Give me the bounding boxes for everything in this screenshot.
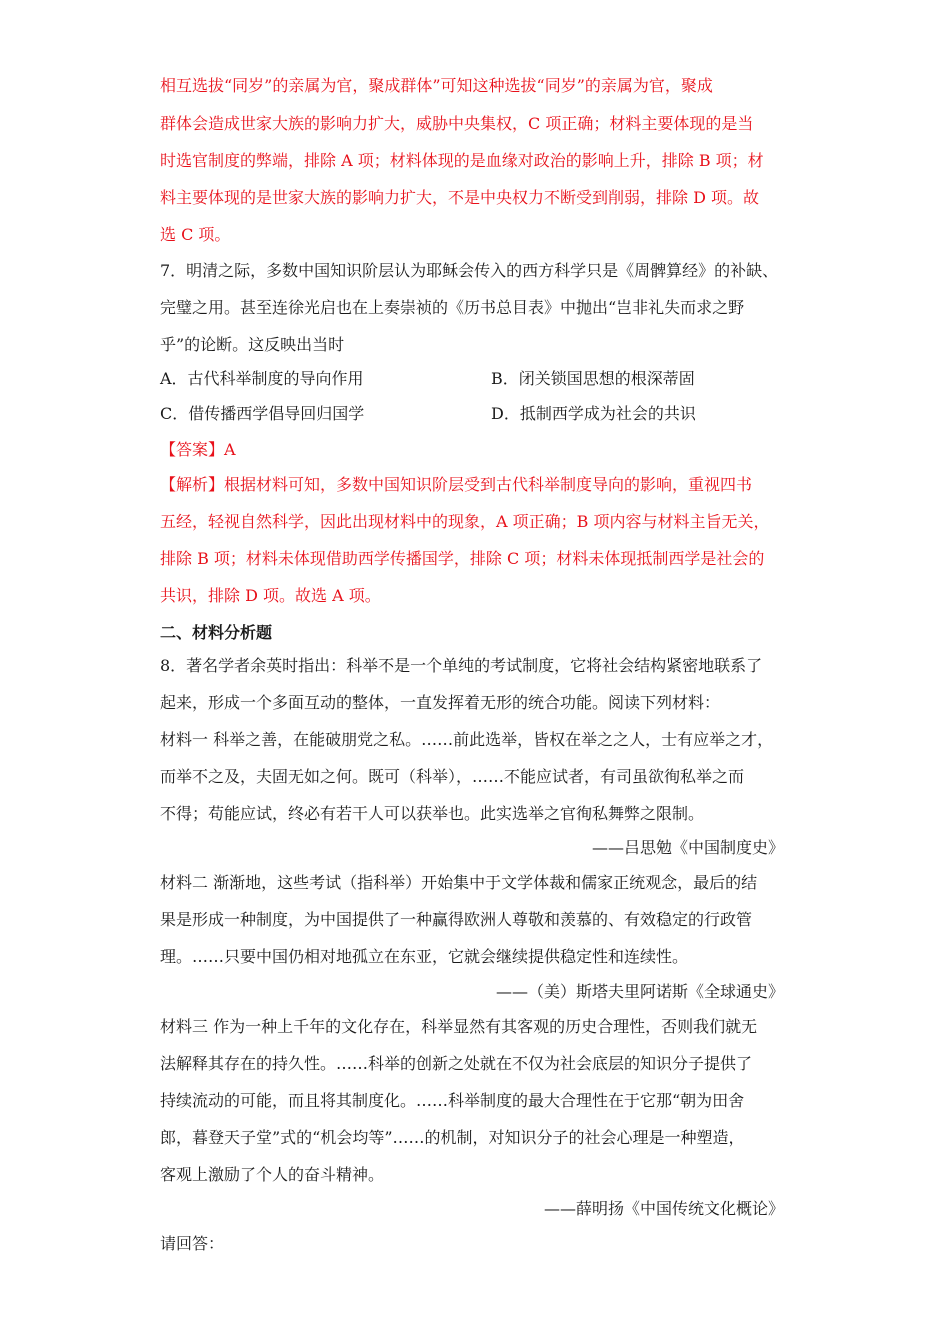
q8-intro-line-1: 8．著名学者余英时指出：科举不是一个单纯的考试制度，它将社会结构紧密地联系了 <box>160 656 763 675</box>
prev-analysis-line-4: 料主要体现的是世家大族的影响力扩大，不是中央权力不断受到削弱，排除 D 项。故 <box>160 188 760 207</box>
material3-line-1: 材料三 作为一种上千年的文化存在，科举显然有其客观的历史合理性，否则我们就无 <box>160 1017 758 1036</box>
material2-source: ——（美）斯塔夫里阿诺斯《全球通史》 <box>495 982 784 1001</box>
material3-line-3: 持续流动的可能，而且将其制度化。……科举制度的最大合理性在于它那“朝为田舍 <box>160 1091 745 1110</box>
material3-line-5: 客观上激励了个人的奋斗精神。 <box>160 1165 385 1184</box>
q7-option-a: A．古代科举制度的导向作用 <box>160 369 364 388</box>
material3-source: ——薛明扬《中国传统文化概论》 <box>543 1199 784 1218</box>
prev-analysis-line-3: 时选官制度的弊端，排除 A 项；材料体现的是血缘对政治的影响上升，排除 B 项；材 <box>160 151 764 170</box>
q7-option-b: B．闭关锁国思想的根深蒂固 <box>491 369 695 388</box>
q7-analysis-line-4: 共识，排除 D 项。故选 A 项。 <box>160 586 381 605</box>
q7-option-d: D．抵制西学成为社会的共识 <box>491 404 696 423</box>
prev-analysis-line-5: 选 C 项。 <box>160 225 231 244</box>
q7-answer: 【答案】A <box>160 440 236 459</box>
section-title: 二、材料分析题 <box>160 623 273 642</box>
material1-line-1: 材料一 科举之善，在能破朋党之私。……前此选举，皆权在举之之人，士有应举之才， <box>160 730 774 749</box>
q7-analysis-line-2: 五经，轻视自然科学，因此出现材料中的现象，A 项正确；B 项内容与材料主旨无关， <box>160 512 770 531</box>
material3-line-4: 郎，暮登天子堂”式的“机会均等”……的机制，对知识分子的社会心理是一种塑造， <box>160 1128 745 1147</box>
q8-intro-line-2: 起来，形成一个多面互动的整体，一直发挥着无形的统合功能。阅读下列材料： <box>160 693 721 712</box>
material2-line-3: 理。……只要中国仍相对地孤立在东亚，它就会继续提供稳定性和连续性。 <box>160 947 689 966</box>
material2-line-2: 果是形成一种制度，为中国提供了一种赢得欧洲人尊敬和羡慕的、有效稳定的行政管 <box>160 910 753 929</box>
material2-line-1: 材料二 渐渐地，这些考试（指科举）开始集中于文学体裁和儒家正统观念，最后的结 <box>160 873 758 892</box>
q7-stem-line-2: 完璧之用。甚至连徐光启也在上奏崇祯的《历书总目表》中抛出“岂非礼失而求之野 <box>160 298 745 317</box>
q8-prompt: 请回答： <box>160 1234 225 1253</box>
material3-line-2: 法解释其存在的持久性。……科举的创新之处就在不仅为社会底层的知识分子提供了 <box>160 1054 753 1073</box>
prev-analysis-line-2: 群体会造成世家大族的影响力扩大，威胁中央集权，C 项正确；材料主要体现的是当 <box>160 114 754 133</box>
q7-option-c: C．借传播西学倡导回归国学 <box>160 404 365 423</box>
material1-source: ——吕思勉《中国制度史》 <box>591 838 784 857</box>
q7-analysis-line-3: 排除 B 项；材料未体现借助西学传播国学，排除 C 项；材料未体现抵制西学是社会的 <box>160 549 765 568</box>
q7-analysis-line-1: 【解析】根据材料可知，多数中国知识阶层受到古代科举制度导向的影响，重视四书 <box>160 475 753 494</box>
prev-analysis-line-1: 相互选拔“同岁”的亲属为官，聚成群体”可知这种选拔“同岁”的亲属为官，聚成 <box>160 76 713 95</box>
q7-stem-line-1: 7．明清之际，多数中国知识阶层认为耶稣会传入的西方科学只是《周髀算经》的补缺、 <box>160 261 779 280</box>
material1-line-3: 不得；苟能应试，终必有若干人可以获举也。此实选举之官徇私舞弊之限制。 <box>160 804 705 823</box>
material1-line-2: 而举不之及，夫固无如之何。既可（科举），……不能应试者，有司虽欲徇私举之而 <box>160 767 745 786</box>
q7-stem-line-3: 乎”的论断。这反映出当时 <box>160 335 345 354</box>
